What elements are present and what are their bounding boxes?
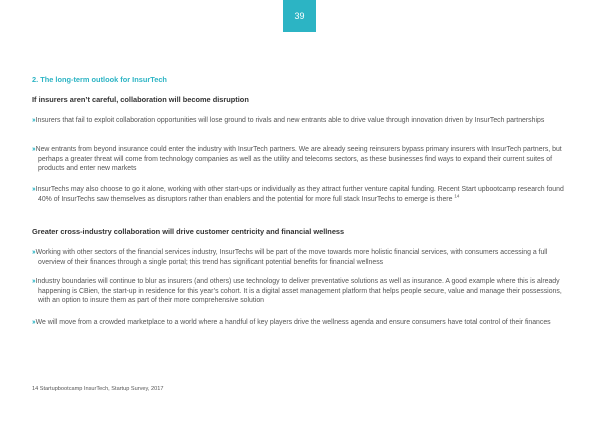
bullet-marker: ››	[32, 186, 35, 193]
bullet-text: Insurers that fail to exploit collaboration opportunities will lose ground to rivals and new entrants able to drive value through innovation driven by InsurTech partnerships	[35, 117, 545, 124]
bullet-item	[32, 248, 567, 267]
bullet-text: Working with other sectors of the financial services industry, InsurTechs will be part of the move towards more holistic financial services, with consumers accessing a full overview of their finances through a single portal; this trend has significant potential benefits for financial wellness	[35, 249, 548, 266]
bullet-marker: ››	[32, 319, 35, 326]
bullet-item	[32, 185, 567, 204]
page-number: 39	[294, 11, 305, 21]
bullet-item	[32, 145, 567, 174]
bullet-text: Industry boundaries will continue to blur as insurers (and others) use technology to deliver preventative solutions as well as insurance. A good example where this is already happening is CBien, the start-up in residence for this year’s cohort. It is a digital asset management platform that helps people secure, value and manage their possessions, with an option to insure them as part of their more comprehensive solution	[35, 278, 562, 304]
bullet-marker: ››	[32, 278, 35, 285]
bullet-item	[32, 318, 567, 328]
footnote: 14 Startupbootcamp InsurTech, Startup Survey, 2017	[32, 386, 164, 392]
bullet-text: InsurTechs may also choose to go it alone, working with other start-ups or individually as they attract further venture capital funding. Recent Start upbootcamp research found 40% of InsurTechs saw themselves as disruptors rather than enablers and the potential for more full stack InsurTechs to emerge is there	[35, 186, 564, 203]
subheading-disruption: If insurers aren’t careful, collaboration will become disruption	[32, 95, 249, 104]
bullet-marker: ››	[32, 117, 35, 124]
bullet-text: New entrants from beyond insurance could enter the industry with InsurTech partners. We are already seeing reinsurers bypass primary insurers with InsurTech partners, but perhaps a greater threat will come from technology companies as well as the utility and telecoms sectors, as these businesses find ways to expand their current suites of products and enter new markets	[35, 146, 562, 172]
bullet-marker: ››	[32, 146, 35, 153]
bullet-item	[32, 116, 567, 126]
subheading-collaboration: Greater cross-industry collaboration will drive customer centricity and financial wellness	[32, 227, 345, 236]
section-title: 2. The long-term outlook for InsurTech	[32, 75, 167, 84]
page-number-tab	[283, 0, 316, 32]
bullet-text: We will move from a crowded marketplace to a world where a handful of key players drive the wellness agenda and ensure consumers have total control of their finances	[35, 319, 551, 326]
bullet-marker: ››	[32, 249, 35, 256]
bullet-item	[32, 277, 567, 306]
footnote-ref: 14	[454, 193, 460, 199]
